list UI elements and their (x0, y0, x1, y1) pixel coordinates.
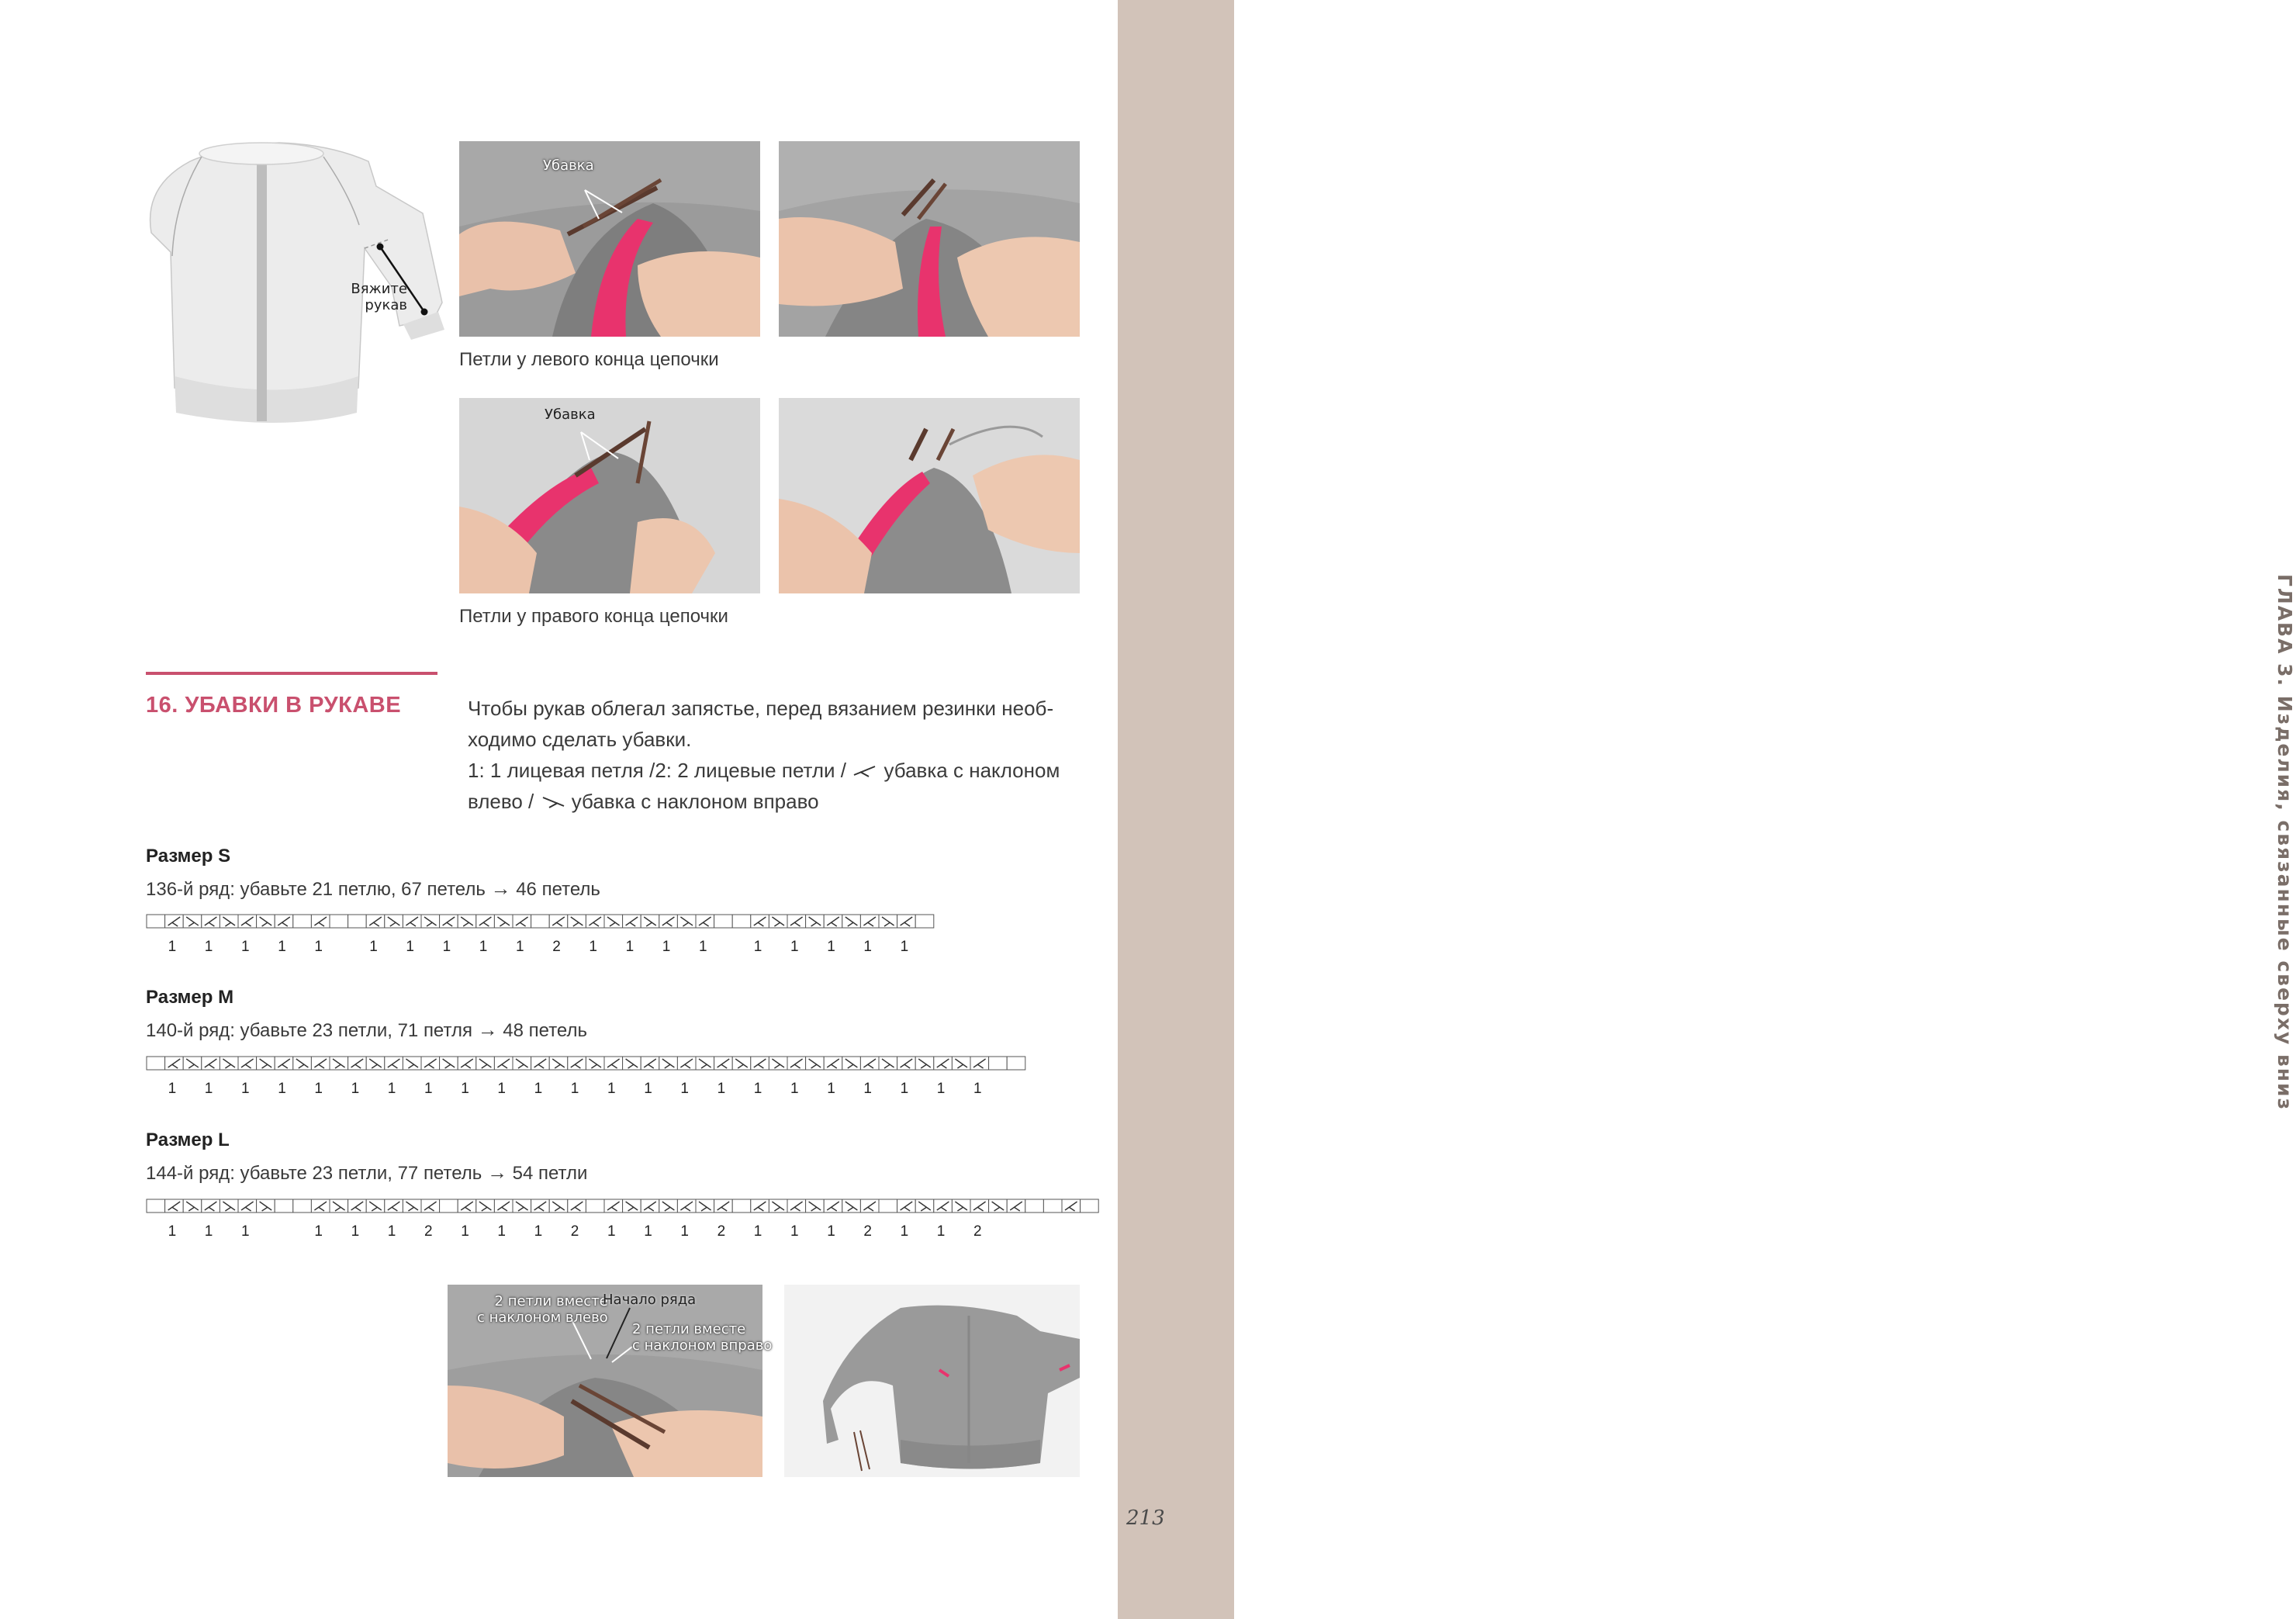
stitch-count: 1 (790, 1081, 799, 1097)
caption-right-end: Петли у правого конца цепочки (459, 606, 728, 627)
stitch-count: 1 (790, 939, 799, 955)
stitch-count: 1 (406, 939, 414, 955)
chart-cell (147, 915, 165, 928)
photo-finished-cardigan (784, 1285, 1080, 1477)
chart-cell (915, 915, 934, 928)
size-s-arrow: → (490, 877, 511, 900)
stitch-count: 1 (589, 939, 597, 955)
chart-cell (732, 915, 751, 928)
stitch-count: 1 (168, 939, 177, 955)
stitch-count: 1 (680, 1081, 689, 1097)
chart-cell (879, 1199, 897, 1213)
chart-cell (1081, 1199, 1099, 1213)
size-l-result: 54 петли (512, 1163, 588, 1184)
size-l-row-text: 144-й ряд: убавьте 23 петли, 77 петель (146, 1163, 482, 1184)
stitch-count: 1 (369, 939, 378, 955)
chart-cell (1043, 1199, 1062, 1213)
size-s-title: Размер S (146, 846, 231, 867)
label-left-decrease (477, 1294, 608, 1326)
stitch-count: 1 (168, 1223, 177, 1240)
legend-left-decrease: убавка с наклоном (883, 759, 1060, 782)
caption-left-end: Петли у левого конца цепочки (459, 349, 719, 370)
stitch-count: 1 (753, 939, 762, 955)
size-m-result: 48 петель (503, 1020, 587, 1041)
decrease-label-bottom: Убавка (545, 406, 596, 423)
photo-left-end-2 (779, 141, 1080, 337)
section-rule (146, 672, 437, 675)
stitch-count: 1 (516, 939, 524, 955)
size-s-row-text: 136-й ряд: убавьте 21 петлю, 67 петель (146, 879, 486, 900)
chart-cell (275, 1199, 293, 1213)
stitch-count: 2 (424, 1223, 433, 1240)
right-decrease-symbol-icon (540, 794, 566, 810)
size-s-result: 46 петель (516, 879, 600, 900)
chart-cell (1025, 1199, 1044, 1213)
size-l-title: Размер L (146, 1129, 230, 1150)
stitch-count: 1 (644, 1081, 652, 1097)
stitch-count: 1 (534, 1223, 543, 1240)
stitch-count: 1 (680, 1223, 689, 1240)
stitch-count: 2 (863, 1223, 872, 1240)
label-row-start: Начало ряда (603, 1292, 697, 1308)
chart-cell (531, 915, 550, 928)
stitch-count: 1 (900, 939, 909, 955)
stitch-count: 1 (461, 1223, 469, 1240)
label-left-decrease-line-1: 2 петли вместе (494, 1293, 608, 1309)
label-right-decrease-line-2: с наклоном вправо (632, 1337, 773, 1354)
stitch-count: 1 (607, 1223, 616, 1240)
stitch-count: 1 (314, 1081, 323, 1097)
stitch-count: 1 (863, 939, 872, 955)
stitch-count: 1 (717, 1081, 726, 1097)
label-right-decrease-line-1: 2 петли вместе (632, 1321, 746, 1337)
stitch-count: 1 (900, 1223, 909, 1240)
stitch-count: 1 (900, 1081, 909, 1097)
stitch-count: 1 (827, 939, 835, 955)
intro-line-1: Чтобы рукав облегал запястье, перед вязанием резинки необ- (468, 697, 1054, 720)
photo-right-end-1 (459, 398, 760, 593)
chart-cell (147, 1057, 165, 1070)
size-m-row-text: 140-й ряд: убавьте 23 петли, 71 петля (146, 1020, 472, 1041)
legend-left-word: влево / (468, 790, 534, 813)
stitch-count: 1 (827, 1223, 835, 1240)
legend-right-decrease: убавка с наклоном вправо (571, 790, 819, 813)
sleeve-label: Вяжите рукав (351, 281, 407, 313)
stitch-count: 1 (241, 1223, 250, 1240)
stitch-count: 1 (479, 939, 488, 955)
stitch-count: 1 (351, 1223, 360, 1240)
size-m-title: Размер M (146, 987, 234, 1008)
sweater-diagram (144, 140, 450, 434)
stitch-count: 2 (717, 1223, 726, 1240)
stitch-count: 1 (863, 1081, 872, 1097)
chart-cell (293, 1199, 312, 1213)
stitch-count: 1 (168, 1081, 177, 1097)
size-l-chart (146, 1199, 1099, 1245)
legend-line-2 (468, 786, 1088, 817)
chart-cell (293, 915, 312, 928)
stitch-chart-svg (146, 914, 935, 960)
stitch-count: 1 (753, 1081, 762, 1097)
stitch-count: 1 (442, 939, 451, 955)
stitch-count: 1 (644, 1223, 652, 1240)
page-number: 213 (1126, 1507, 1165, 1530)
stitch-count: 1 (314, 939, 323, 955)
chapter-title-container (1118, 0, 2296, 1619)
size-l-block (146, 1129, 587, 1185)
stitch-count: 1 (387, 1223, 396, 1240)
stitch-count: 1 (973, 1081, 982, 1097)
size-l-row (146, 1161, 587, 1185)
stitch-count: 1 (699, 939, 707, 955)
chart-cell (147, 1199, 165, 1213)
stitch-count: 1 (936, 1223, 946, 1240)
photo-right-end-2 (779, 398, 1080, 593)
stitch-count: 1 (241, 1081, 250, 1097)
chart-cell (989, 1057, 1008, 1070)
stitch-count: 1 (497, 1223, 506, 1240)
stitch-count: 1 (662, 939, 671, 955)
chart-cell (714, 915, 733, 928)
stitch-count: 1 (607, 1081, 616, 1097)
stitch-chart-svg (146, 1199, 1099, 1245)
size-m-block (146, 987, 587, 1042)
stitch-count: 1 (314, 1223, 323, 1240)
chart-cell (330, 915, 348, 928)
stitch-count: 1 (461, 1081, 469, 1097)
stitch-count: 1 (497, 1081, 506, 1097)
stitch-count: 1 (278, 939, 286, 955)
intro-line-2: ходимо сделать убавки. (468, 728, 692, 751)
size-m-row (146, 1018, 587, 1042)
stitch-chart-svg (146, 1056, 1026, 1102)
section-intro (468, 693, 1088, 817)
legend-line (468, 755, 1088, 786)
photo-decrease-closeup (448, 1285, 773, 1477)
chart-cell (586, 1199, 604, 1213)
chart-cell (440, 1199, 458, 1213)
decrease-label-top: Убавка (543, 157, 594, 174)
legend-stitches: 1: 1 лицевая петля /2: 2 лицевые петли / (468, 759, 847, 782)
stitch-count: 1 (936, 1081, 946, 1097)
label-left-decrease-line-2: с наклоном влево (477, 1309, 608, 1326)
stitch-count: 1 (241, 939, 250, 955)
stitch-count: 2 (570, 1223, 579, 1240)
stitch-count: 1 (278, 1081, 286, 1097)
size-s-row (146, 877, 600, 901)
stitch-count: 1 (351, 1081, 360, 1097)
size-m-chart (146, 1056, 1026, 1102)
stitch-count: 2 (552, 939, 561, 955)
stitch-count: 1 (204, 1223, 213, 1240)
stitch-count: 1 (753, 1223, 762, 1240)
size-m-arrow: → (477, 1018, 498, 1041)
size-l-arrow: → (486, 1161, 507, 1184)
size-s-chart (146, 914, 935, 960)
chart-cell (1007, 1057, 1025, 1070)
stitch-count: 1 (570, 1081, 579, 1097)
size-s-block (146, 846, 600, 901)
section-title: 16. УБАВКИ В РУКАВЕ (146, 693, 402, 718)
stitch-count: 2 (973, 1223, 982, 1240)
stitch-count: 1 (625, 939, 635, 955)
chart-cell (732, 1199, 751, 1213)
label-right-decrease (632, 1322, 772, 1354)
stitch-count: 1 (424, 1081, 433, 1097)
stitch-count: 1 (827, 1081, 835, 1097)
chart-cell (348, 915, 367, 928)
stitch-count: 1 (204, 939, 213, 955)
stitch-count: 1 (387, 1081, 396, 1097)
stitch-count: 1 (534, 1081, 543, 1097)
chapter-title: ГЛАВА 3. Изделия, связанные сверху вниз (2274, 574, 2296, 1112)
stitch-count: 1 (790, 1223, 799, 1240)
photo-left-end-1 (459, 141, 760, 337)
stitch-count: 1 (204, 1081, 213, 1097)
left-decrease-symbol-icon (852, 763, 878, 779)
